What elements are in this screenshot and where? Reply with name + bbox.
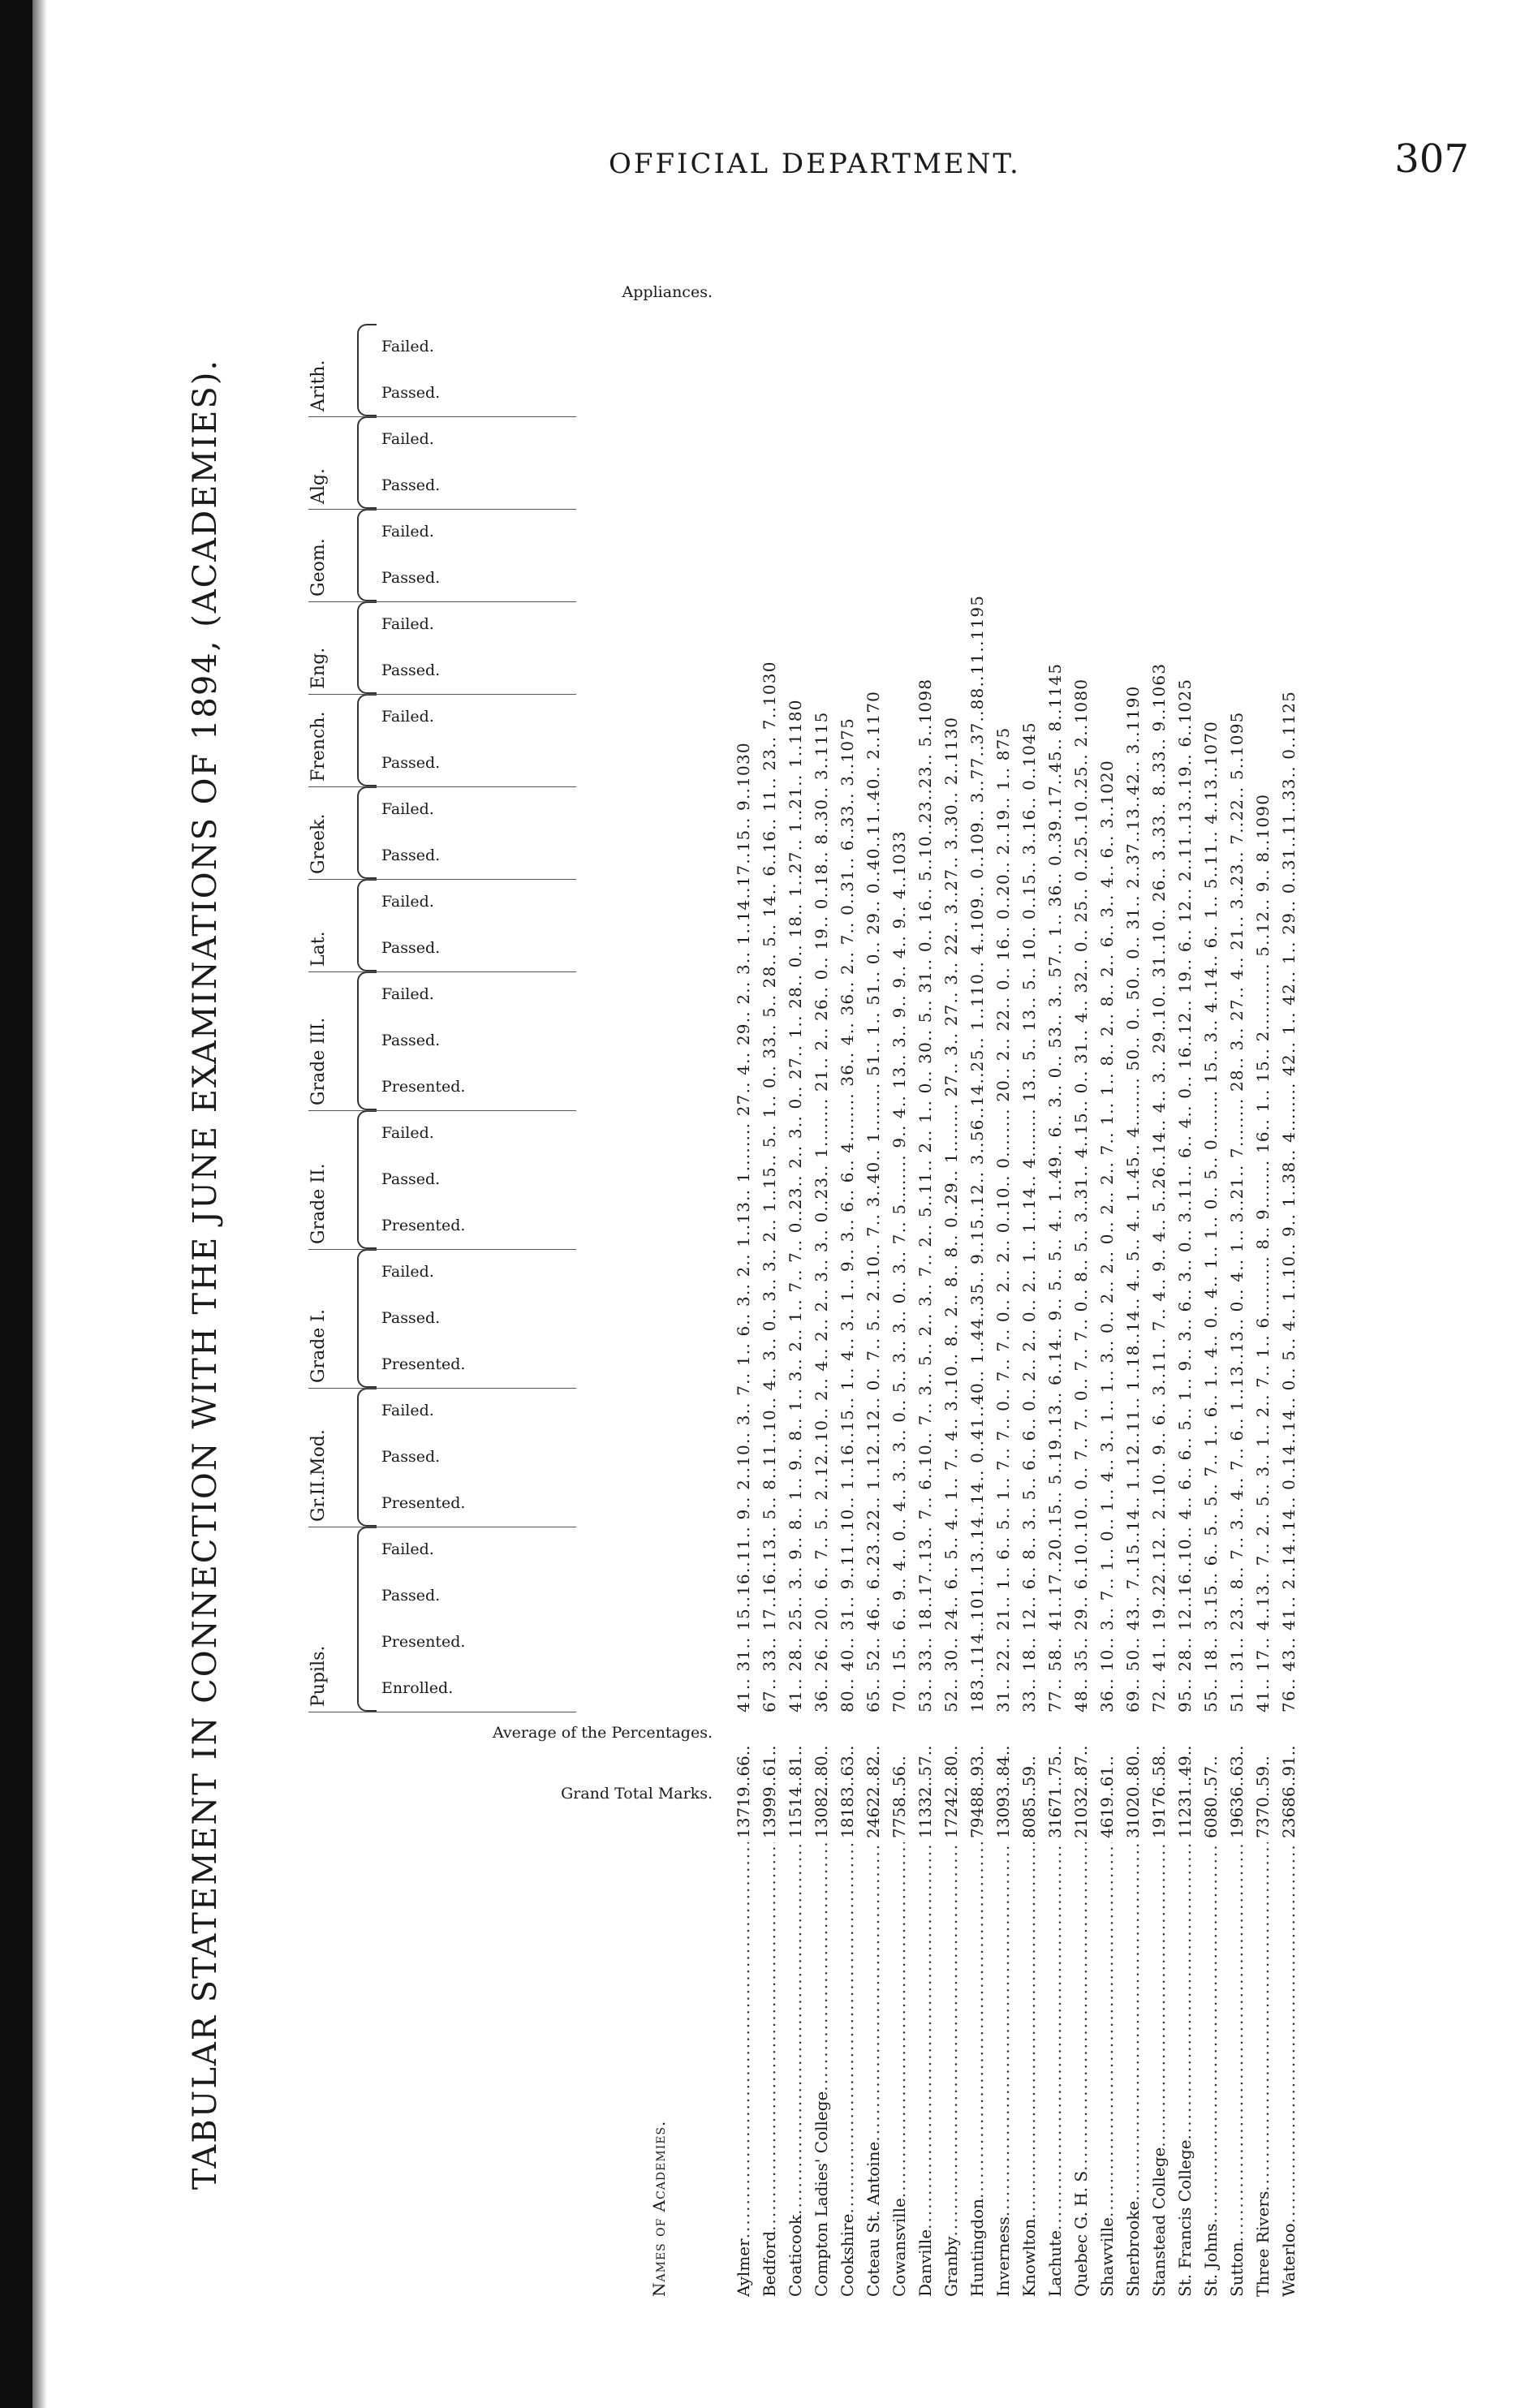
table-row (756, 252, 782, 2297)
group-header (308, 1527, 576, 1712)
grand-total-and-average: 13093..84.. (993, 1745, 1013, 1838)
table-row (1276, 252, 1302, 2297)
academy-name: St. Francis College ..... (1175, 1842, 1195, 2297)
row-values: 72.. 41.. 19..22..12.. 2..10.. 9.. 6.. 3..11.. 7.. 4.. 9.. 4.. 5..26..14.. 4.. 3.. 29..10.. 31..10.. 26.. 3..33.. 8..33.. 9..1063 (1149, 662, 1169, 1712)
table-row (1250, 252, 1276, 2297)
grand-total-and-average: 18183..63.. (838, 1745, 857, 1838)
sub-column-label: Passed. (381, 1309, 441, 1328)
sub-column-label: Passed. (381, 384, 441, 403)
group-brace (357, 509, 377, 601)
sub-column-header (381, 1480, 576, 1527)
grand-total-and-average: 11231..49.. (1175, 1745, 1195, 1838)
sub-column-header (381, 416, 576, 463)
sub-column-label: Presented. (381, 1078, 466, 1096)
row-values: 55.. 18.. 3..15.. 6.. 5.. 5.. 7.. 1.. 6.. 1.. 4.. 0.. 4.. 1.. 1.. 0.. 5.. 0........ 15.. 3.. 4..14.. 6.. 1.. 5..11.. 4..13..1070 (1201, 720, 1221, 1712)
table-row (808, 252, 834, 2297)
sub-column-header (381, 1064, 576, 1110)
academy-name: Knowlton ..... (1019, 1842, 1039, 2297)
group-brace (357, 1388, 377, 1527)
grand-total-and-average: 6080..57.. (1201, 1755, 1221, 1838)
grand-total-and-average: 8085..59.. (1019, 1755, 1039, 1838)
group-label: Grade I. (308, 1309, 329, 1383)
academy-name: Cowansville ..... (889, 1842, 909, 2297)
row-values: 80.. 40.. 31.. 9..11..10.. 1..16..15.. 1.. 4.. 3.. 1.. 9.. 3.. 6.. 6.. 4........ 36.. 4.. 36.. 2.. 7.. 0..31.. 6..33.. 3..1075 (838, 717, 857, 1712)
group-label: Pupils. (308, 1645, 329, 1707)
group-header (308, 601, 576, 695)
group-header (308, 324, 576, 417)
sub-column-header (381, 1619, 576, 1665)
sub-column-header (381, 509, 576, 555)
sub-column-header (381, 1434, 576, 1480)
academy-name: Shawville ..... (1097, 1842, 1117, 2297)
grand-total-and-average: 79488..93.. (967, 1745, 987, 1838)
grand-total-and-average: 21032..87.. (1071, 1745, 1091, 1838)
grand-total-and-average: 23686..91.. (1279, 1745, 1299, 1838)
table-body (730, 252, 1302, 2297)
row-values: 41.. 17.. 4..13.. 7.. 2.. 5.. 3.. 1.. 2.. 7.. 1.. 6.......... 8.. 9........ 16.. 1.. 15.. 2........... 5..12.. 9.. 8..1090 (1253, 793, 1273, 1712)
grand-total-header (308, 1749, 730, 1838)
row-values: 65.. 52.. 46.. 6..23..22.. 1..12..12.. 0.. 7.. 5.. 2..10.. 7.. 3..40.. 1........ 51.. 1.. 51.. 0.. 29.. 0..40..11..40.. 2..1170 (864, 690, 883, 1712)
table-row (1094, 252, 1120, 2297)
sub-column-label: Passed. (381, 1032, 441, 1050)
group-brace (357, 1249, 377, 1388)
sub-column-header (381, 879, 576, 925)
sub-column-label: Failed. (381, 615, 434, 634)
sub-column-header (381, 694, 576, 740)
group-brace (357, 694, 377, 786)
table-row (730, 252, 756, 2297)
academy-name: Sherbrooke ..... (1123, 1842, 1143, 2297)
sub-column-label: Passed. (381, 569, 441, 588)
academy-name: Waterloo ..... (1279, 1842, 1299, 2297)
row-values: 53.. 33.. 18..17..13.. 7.. 6..10.. 7.. 3.. 5.. 2.. 3.. 7.. 2.. 5..11.. 2.. 1.. 0.. 30.. 5.. 31.. 0.. 16.. 5..10..23..23.. 5..1098 (915, 678, 935, 1712)
sub-column-header (381, 370, 576, 416)
sub-column-label: Failed. (381, 708, 434, 726)
group-header (308, 971, 576, 1111)
grand-total-and-average: 31020..80.. (1123, 1745, 1143, 1838)
academy-name: Three Rivers ..... (1253, 1842, 1273, 2297)
academy-name: Compton Ladies' College ..... (812, 1842, 831, 2297)
sub-column-label: Passed. (381, 1587, 441, 1605)
group-header (308, 509, 576, 602)
table-header (308, 252, 730, 2297)
group-header (308, 1388, 576, 1527)
academy-name: Quebec G. H. S ..... (1071, 1842, 1091, 2297)
academy-name: Bedford ..... (760, 1842, 779, 2297)
academy-name: Aylmer ..... (734, 1842, 753, 2297)
sub-column-header (381, 1527, 576, 1573)
group-brace (357, 416, 377, 509)
row-values: 33.. 18.. 12.. 6.. 8.. 3.. 5.. 6.. 6.. 0.. 2.. 2.. 0.. 2.. 1.. 1..14.. 4........ 13.. 5.. 13.. 5.. 10.. 0..15.. 3..16.. 0..1045 (1019, 722, 1039, 1712)
row-values: 67.. 33.. 17..16..13.. 5.. 8..11..10.. 4.. 3.. 0.. 3.. 3.. 2.. 1..15.. 5.. 1.. 0.. 33.. 5.. 28.. 5.. 14.. 6..16.. 11.. 23.. 7..1030 (760, 661, 779, 1712)
table-title: TABULAR STATEMENT IN CONNECTION WITH THE JUNE EXAMINATIONS OF 1894, (ACADEMIES). (187, 358, 224, 2190)
group-label: Grade III. (308, 1017, 329, 1105)
table-row (1042, 252, 1068, 2297)
grand-total-and-average: 7758..56.. (889, 1755, 909, 1838)
group-label: French. (308, 711, 329, 782)
sub-column-label: Failed. (381, 1263, 434, 1282)
sub-column-label: Passed. (381, 1448, 441, 1467)
row-values: 70.. 15.. 6.. 9.. 4.. 0.. 4.. 3.. 3.. 0.. 5.. 3.. 3.. 0.. 3.. 7.. 5........ 9.. 4.. 13.. 3.. 9.. 9.. 4.. 9.. 4..1033 (889, 830, 909, 1712)
rotated-table-block (187, 252, 1453, 2297)
academy-name: Granby ..... (941, 1842, 961, 2297)
academy-name: Cookshire ..... (838, 1842, 857, 2297)
sub-column-label: Presented. (381, 1633, 466, 1652)
table-row (1146, 252, 1172, 2297)
binding-edge (0, 0, 32, 2408)
sub-column-header (381, 463, 576, 509)
row-values: 77.. 58.. 41..17..20..15.. 5..19..13.. 6..14.. 9.. 5.. 5.. 4.. 1..49.. 6.. 3.. 0.. 53.. 3.. 57.. 1.. 36.. 0..39..17..45.. 8..1145 (1045, 662, 1065, 1712)
sub-column-label: Passed. (381, 754, 441, 773)
group-header (308, 416, 576, 510)
grand-total-and-average: 31671..75.. (1045, 1745, 1065, 1838)
group-brace (357, 601, 377, 694)
grand-total-and-average: 19176..58.. (1149, 1745, 1169, 1838)
grand-total-and-average: 4619..61.. (1097, 1755, 1117, 1838)
table-row (860, 252, 886, 2297)
sub-column-header (381, 740, 576, 786)
row-values: 95.. 28.. 12..16..10.. 4.. 6.. 6.. 5.. 1.. 9.. 3.. 6.. 3.. 0.. 3..11.. 6.. 4.. 0.. 16..12.. 19.. 6.. 12.. 2..11..13..19.. 6..1025 (1175, 678, 1195, 1712)
academy-name: Stanstead College ..... (1149, 1842, 1169, 2297)
table-row (1198, 252, 1224, 2297)
appliances-header (308, 268, 730, 317)
row-values: 36.. 10.. 3.. 7.. 1.. 0.. 1.. 4.. 3.. 1.. 1.. 3.. 0.. 2.. 2.. 0.. 2.. 2.. 7.. 1.. 1.. 8.. 2.. 8.. 2.. 6.. 3.. 4.. 6.. 3..1020 (1097, 760, 1117, 1712)
sub-column-header (381, 925, 576, 971)
group-header (308, 694, 576, 787)
grand-total-and-average: 13999..61.. (760, 1745, 779, 1838)
average-header-text: Average of the Percentages. (493, 1724, 713, 1742)
sub-column-header (381, 555, 576, 601)
table-row (1068, 252, 1094, 2297)
grand-total-and-average: 13719..66.. (734, 1745, 753, 1838)
group-label: Lat. (308, 931, 329, 967)
names-column-header: Names of Academies. (649, 2120, 669, 2297)
sub-column-label: Failed. (381, 1124, 434, 1143)
group-brace (357, 324, 377, 416)
row-values: 51.. 31.. 23.. 8.. 7.. 3.. 4.. 7.. 6.. 1..13..13.. 0.. 4.. 1.. 3..21.. 7........ 28.. 3.. 27.. 4.. 21.. 3..23.. 7..22.. 5..1095 (1227, 711, 1247, 1712)
sub-column-header (381, 786, 576, 833)
sub-column-label: Failed. (381, 1540, 434, 1559)
academy-name: Sutton ..... (1227, 1842, 1247, 2297)
table-row (938, 252, 964, 2297)
table-row (990, 252, 1016, 2297)
average-header (308, 1717, 730, 1749)
grand-total-and-average: 17242..80.. (941, 1745, 961, 1838)
examination-table (308, 252, 1302, 2297)
group-label: Geom. (308, 538, 329, 597)
row-values: 41.. 28.. 25.. 3.. 9.. 8.. 1.. 9.. 8.. 1.. 3.. 2.. 1.. 7.. 7.. 0..23.. 2.. 3.. 0.. 27.. 1.. 28.. 0.. 18.. 1..27.. 1..21.. 1..1180 (786, 699, 805, 1712)
running-head (609, 136, 1469, 193)
academy-name: St. Johns ..... (1201, 1842, 1221, 2297)
sub-column-label: Failed. (381, 800, 434, 819)
sub-column-label: Failed. (381, 1402, 434, 1420)
academy-name: Coaticook ..... (786, 1842, 805, 2297)
group-brace (357, 879, 377, 971)
group-label: Eng. (308, 647, 329, 689)
grand-total-and-average: 11514..81.. (786, 1745, 805, 1838)
sub-column-header (381, 1249, 576, 1295)
sub-column-header (381, 1018, 576, 1064)
group-label: Gr.II.Mod. (308, 1429, 329, 1522)
sub-column-label: Failed. (381, 985, 434, 1004)
sub-column-label: Passed. (381, 1170, 441, 1189)
table-row (1172, 252, 1198, 2297)
row-values: 36.. 26.. 20.. 6.. 7.. 5.. 2..12..10.. 2.. 4.. 2.. 2.. 3.. 3.. 0..23.. 1........ 21.. 2.. 26.. 0.. 19.. 0..18.. 8..30.. 3..1115 (812, 711, 831, 1712)
sub-column-label: Passed. (381, 476, 441, 495)
table-row (1224, 252, 1250, 2297)
table-row (1120, 252, 1146, 2297)
grand-total-and-average: 24622..82.. (864, 1745, 883, 1838)
binding-shade (32, 0, 47, 2408)
sub-column-header (381, 1110, 576, 1157)
sub-column-label: Failed. (381, 893, 434, 911)
academy-name: Inverness ..... (993, 1842, 1013, 2297)
academy-name: Lachute ..... (1045, 1842, 1065, 2297)
sub-column-header (381, 1573, 576, 1619)
sub-column-header (381, 971, 576, 1018)
sub-column-header (381, 1665, 576, 1712)
sub-column-header (381, 324, 576, 370)
table-row (886, 252, 912, 2297)
grand-total-header-text: Grand Total Marks. (561, 1785, 713, 1803)
sub-column-header (381, 648, 576, 694)
sub-column-header (381, 1342, 576, 1388)
sub-column-label: Passed. (381, 939, 441, 958)
sub-column-label: Failed. (381, 430, 434, 449)
row-values: 183..114..101..13..14..14.. 0..41..40.. 1..44..35.. 9..15..12.. 3..56..14..25.. 1..110.. 4..109.. 0..109.. 3..77..37..88..11..1195 (967, 594, 987, 1712)
table-row (1016, 252, 1042, 2297)
department-heading: OFFICIAL DEPARTMENT. (609, 148, 1021, 180)
group-header (308, 1249, 576, 1389)
row-values: 69.. 50.. 43.. 7..15..14.. 1..12..11.. 1..18..14.. 4.. 5.. 4.. 1..45.. 4........ 50.. 0.. 50.. 0.. 31.. 2..37..13..42.. 3..1190 (1123, 685, 1143, 1712)
table-row (834, 252, 860, 2297)
group-label: Arith. (308, 360, 329, 411)
row-values: 41.. 31.. 15..16..11.. 9.. 2..10.. 3.. 7.. 1.. 6.. 3.. 2.. 1..13.. 1........ 27.. 4.. 29.. 2.. 3.. 1..14..17..15.. 9..1030 (734, 742, 753, 1712)
academy-name: Danville ..... (915, 1842, 935, 2297)
group-brace (357, 1527, 377, 1712)
group-header (308, 879, 576, 972)
table-row (964, 252, 990, 2297)
group-label: Grade II. (308, 1163, 329, 1244)
group-brace (357, 971, 377, 1110)
sub-column-label: Presented. (381, 1217, 466, 1235)
sub-column-header (381, 833, 576, 879)
grand-total-and-average: 7370..59.. (1253, 1755, 1273, 1838)
row-values: 31.. 22.. 21.. 1.. 6.. 5.. 1.. 7.. 7.. 0.. 7.. 7.. 0.. 2.. 2.. 0..10.. 0........ 20.. 2.. 22.. 0.. 16.. 0..20.. 2..19.. 1.. 875 (993, 726, 1013, 1712)
group-header (308, 1110, 576, 1250)
grand-total-and-average: 11332..57.. (915, 1745, 935, 1838)
table-row (782, 252, 808, 2297)
group-brace (357, 1110, 377, 1249)
sub-column-header (381, 1157, 576, 1203)
appliances-header-text: Appliances. (622, 283, 713, 301)
sub-column-label: Failed. (381, 338, 434, 356)
grand-total-and-average: 19636..63.. (1227, 1745, 1247, 1838)
sub-column-header (381, 1388, 576, 1434)
table-row (912, 252, 938, 2297)
row-values: 52.. 30.. 24.. 6.. 5.. 4.. 1.. 7.. 4.. 3..10.. 8.. 2.. 8.. 8.. 0..29.. 1........ 27.. 3.. 27.. 3.. 22.. 3..27.. 3..30.. 2..1130 (941, 716, 961, 1712)
group-brace (357, 786, 377, 879)
academy-name: Huntingdon ..... (967, 1842, 987, 2297)
academy-name: Coteau St. Antoine ..... (864, 1842, 883, 2297)
sub-column-label: Presented. (381, 1355, 466, 1374)
row-values: 48.. 35.. 29.. 6..10..10.. 0.. 7.. 7.. 0.. 7.. 7.. 0.. 8.. 5.. 3..31.. 4..15.. 0.. 31.. 4.. 32.. 0.. 25.. 0..25..10..25.. 2..1080 (1071, 678, 1091, 1712)
sub-column-label: Failed. (381, 523, 434, 541)
sub-column-label: Passed. (381, 846, 441, 865)
grand-total-and-average: 13082..80.. (812, 1745, 831, 1838)
group-label: Greek. (308, 813, 329, 874)
sub-column-header (381, 1203, 576, 1249)
sub-column-label: Passed. (381, 661, 441, 680)
sub-column-label: Enrolled. (381, 1679, 454, 1698)
sub-column-header (381, 601, 576, 648)
group-label: Alg. (308, 468, 329, 504)
sub-column-header (381, 1295, 576, 1342)
group-header (308, 786, 576, 880)
page-number: 307 (1394, 136, 1469, 182)
sub-column-label: Presented. (381, 1494, 466, 1513)
row-values: 76.. 43.. 41.. 2..14..14.. 0..14..14.. 0.. 5.. 4.. 1..10.. 9.. 1..38.. 4........ 42.. 1.. 42.. 1.. 29.. 0..31..11..33.. 0..1125 (1279, 690, 1299, 1712)
